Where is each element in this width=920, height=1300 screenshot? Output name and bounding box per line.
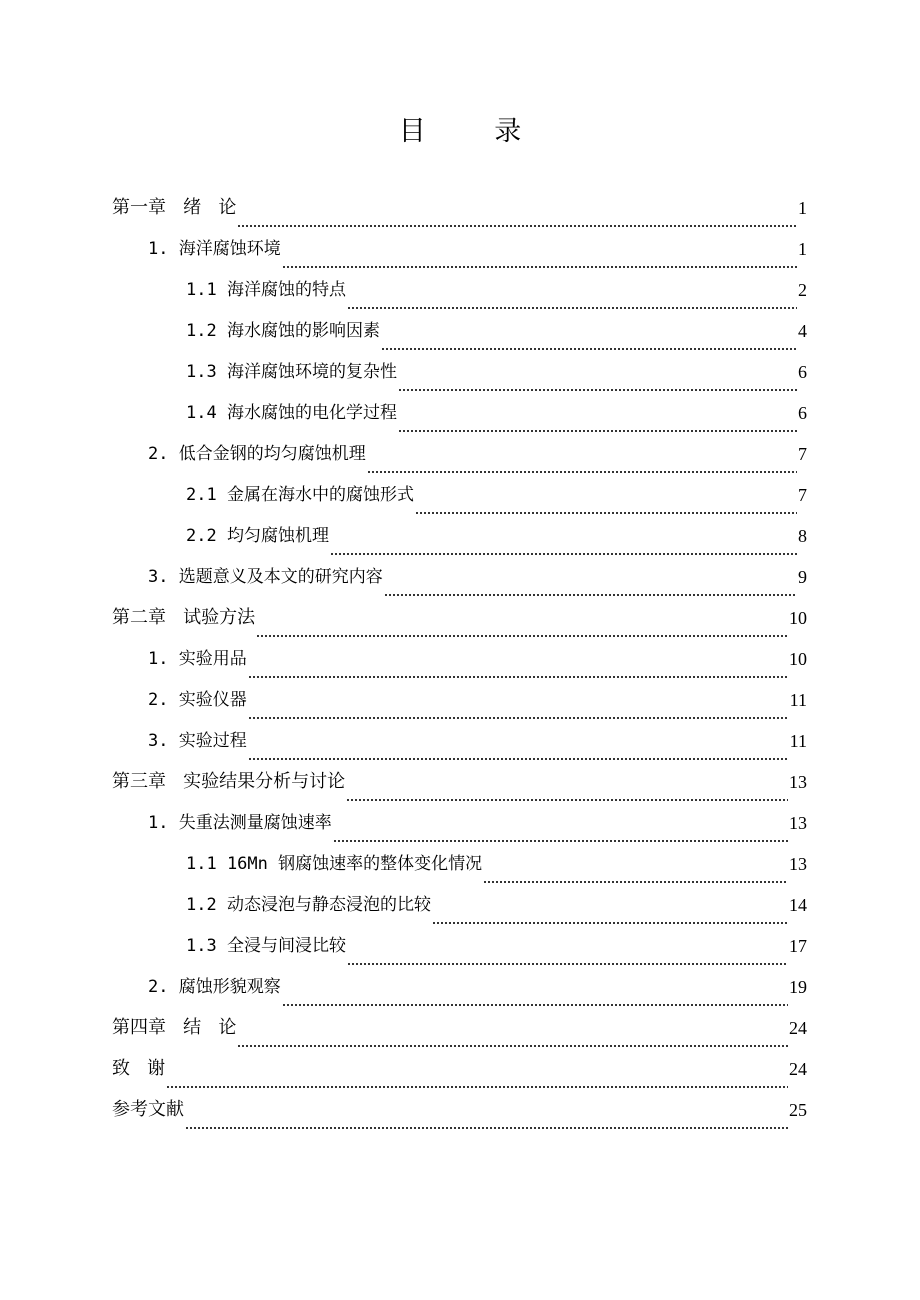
leader-dots: [398, 374, 797, 392]
toc-entry-label: 1. 实验用品: [148, 648, 247, 669]
leader-dots: [415, 497, 797, 515]
leader-dots: [248, 702, 789, 720]
toc-entry[interactable]: [148, 679, 807, 720]
toc-page-number: 10: [789, 607, 807, 628]
toc-entry[interactable]: [186, 884, 807, 925]
toc-page-number: 7: [798, 484, 807, 505]
toc-entry[interactable]: [186, 310, 807, 351]
toc-entry[interactable]: [112, 1048, 807, 1089]
page-title: 目 录: [398, 116, 552, 147]
toc-entry[interactable]: [186, 925, 807, 966]
leader-dots: [282, 251, 797, 269]
toc-entry[interactable]: [148, 556, 807, 597]
toc-page-number: 6: [798, 402, 807, 423]
toc-entry-label: 3. 选题意义及本文的研究内容: [148, 566, 383, 587]
toc-entry-label: 1. 海洋腐蚀环境: [148, 238, 281, 259]
toc-entry-label: 第三章 实验结果分析与讨论: [112, 770, 346, 792]
toc-page-number: 7: [798, 443, 807, 464]
leader-dots: [248, 743, 789, 761]
toc-page-number: 25: [789, 1099, 807, 1120]
toc-entry-label: 2. 低合金钢的均匀腐蚀机理: [148, 443, 366, 464]
toc-page-number: 11: [789, 689, 807, 710]
toc-page-number: 1: [798, 238, 807, 259]
toc-page-number: 8: [798, 525, 807, 546]
toc-entry[interactable]: [148, 966, 807, 1007]
leader-dots: [346, 784, 788, 802]
toc-entry-label: 1.2 动态浸泡与静态浸泡的比较: [186, 894, 431, 915]
toc-entry[interactable]: [148, 720, 807, 761]
toc-entry-label: 第四章 结 论: [112, 1016, 237, 1038]
toc-entry-label: 2.2 均匀腐蚀机理: [186, 525, 329, 546]
leader-dots: [347, 292, 797, 310]
toc-page-number: 24: [789, 1017, 807, 1038]
toc-entry-label: 1.1 16Mn 钢腐蚀速率的整体变化情况: [186, 853, 483, 874]
toc-entry-label: 1.1 海洋腐蚀的特点: [186, 279, 346, 300]
toc-page-number: 13: [789, 812, 807, 833]
toc-entry-label: 致 谢: [112, 1057, 166, 1079]
toc-entry[interactable]: [186, 392, 807, 433]
toc-entry-label: 参考文献: [112, 1098, 184, 1120]
toc-entry[interactable]: [186, 351, 807, 392]
toc-entry-label: 1.3 海洋腐蚀环境的复杂性: [186, 361, 397, 382]
toc-entry[interactable]: [112, 1007, 807, 1048]
toc-entry-label: 2.1 金属在海水中的腐蚀形式: [186, 484, 414, 505]
leader-dots: [432, 907, 788, 925]
leader-dots: [237, 1030, 788, 1048]
toc-page-number: 19: [789, 976, 807, 997]
table-of-contents: [0, 187, 920, 1130]
toc-entry[interactable]: [112, 597, 807, 638]
leader-dots: [367, 456, 797, 474]
leader-dots: [381, 333, 797, 351]
toc-entry[interactable]: [112, 761, 807, 802]
leader-dots: [330, 538, 797, 556]
leader-dots: [347, 948, 788, 966]
toc-entry-label: 1. 失重法测量腐蚀速率: [148, 812, 332, 833]
toc-entry-label: 第一章 绪 论: [112, 196, 237, 218]
toc-entry[interactable]: [186, 269, 807, 310]
leader-dots: [166, 1071, 788, 1089]
toc-entry[interactable]: [148, 433, 807, 474]
leader-dots: [185, 1112, 788, 1130]
toc-entry[interactable]: [112, 187, 807, 228]
toc-entry[interactable]: [186, 474, 807, 515]
leader-dots: [333, 825, 788, 843]
toc-page-number: 13: [789, 853, 807, 874]
toc-page-number: 17: [789, 935, 807, 956]
toc-page-number: 10: [789, 648, 807, 669]
toc-entry[interactable]: [186, 515, 807, 556]
toc-page-number: 2: [798, 279, 807, 300]
toc-entry[interactable]: [112, 1089, 807, 1130]
toc-page-number: 13: [789, 771, 807, 792]
leader-dots: [282, 989, 788, 1007]
toc-page-number: 11: [789, 730, 807, 751]
leader-dots: [237, 210, 797, 228]
toc-entry[interactable]: [148, 638, 807, 679]
toc-entry-label: 2. 腐蚀形貌观察: [148, 976, 281, 997]
toc-entry-label: 2. 实验仪器: [148, 689, 247, 710]
toc-entry-label: 1.4 海水腐蚀的电化学过程: [186, 402, 397, 423]
leader-dots: [483, 866, 788, 884]
toc-page-number: 6: [798, 361, 807, 382]
toc-page-number: 24: [789, 1058, 807, 1079]
toc-entry[interactable]: [148, 228, 807, 269]
leader-dots: [398, 415, 797, 433]
toc-entry[interactable]: [186, 843, 807, 884]
toc-page-number: 1: [798, 197, 807, 218]
leader-dots: [256, 620, 788, 638]
toc-page-number: 14: [789, 894, 807, 915]
leader-dots: [248, 661, 788, 679]
toc-page-number: 4: [798, 320, 807, 341]
toc-entry[interactable]: [148, 802, 807, 843]
leader-dots: [384, 579, 797, 597]
toc-entry-label: 第二章 试验方法: [112, 606, 256, 628]
toc-page-number: 9: [798, 566, 807, 587]
toc-entry-label: 1.2 海水腐蚀的影响因素: [186, 320, 380, 341]
toc-entry-label: 1.3 全浸与间浸比较: [186, 935, 346, 956]
toc-entry-label: 3. 实验过程: [148, 730, 247, 751]
